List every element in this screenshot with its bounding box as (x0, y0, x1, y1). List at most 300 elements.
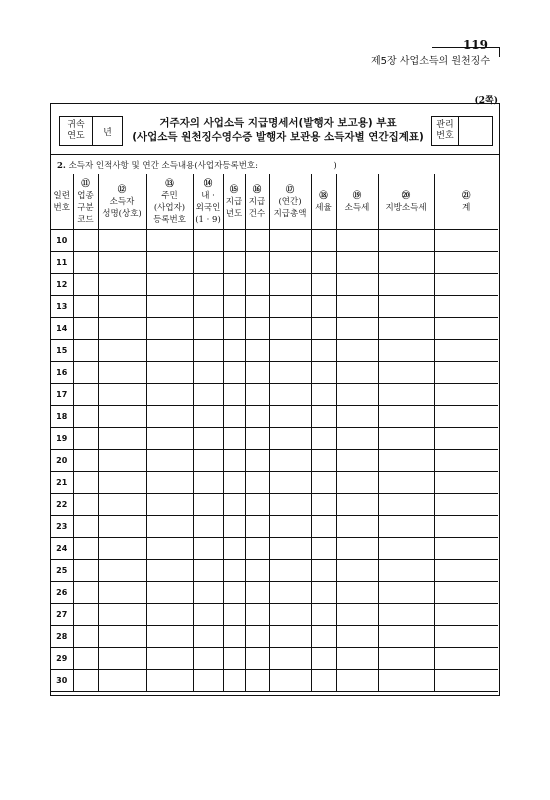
table-cell[interactable] (269, 582, 311, 604)
table-cell[interactable] (73, 296, 98, 318)
table-cell[interactable] (73, 582, 98, 604)
table-cell[interactable] (378, 494, 434, 516)
table-cell[interactable] (434, 230, 498, 252)
table-cell[interactable] (98, 538, 146, 560)
table-cell[interactable] (434, 406, 498, 428)
table-cell[interactable] (336, 296, 378, 318)
column-label: (사업자) (153, 202, 186, 213)
form-frame (50, 103, 500, 696)
year-label-line2: 연도 (67, 131, 85, 141)
table-cell[interactable] (378, 516, 434, 538)
table-cell[interactable] (73, 362, 98, 384)
table-cell[interactable] (269, 362, 311, 384)
table-cell[interactable] (245, 560, 269, 582)
table-cell[interactable] (223, 604, 245, 626)
table-cell[interactable] (193, 516, 223, 538)
table-cell[interactable] (245, 406, 269, 428)
row-number: 15 (51, 340, 73, 362)
table-cell[interactable] (269, 230, 311, 252)
table-cell[interactable] (336, 406, 378, 428)
table-cell[interactable] (311, 230, 336, 252)
table-cell[interactable] (245, 274, 269, 296)
table-cell[interactable] (73, 604, 98, 626)
table-cell[interactable] (269, 494, 311, 516)
table-cell[interactable] (311, 252, 336, 274)
table-cell[interactable] (378, 670, 434, 692)
table-row (51, 604, 498, 626)
title-box (59, 116, 493, 146)
column-label: 등록번호 (153, 214, 186, 225)
table-row (51, 516, 498, 538)
table-cell[interactable] (245, 472, 269, 494)
table-cell[interactable] (378, 362, 434, 384)
table-cell[interactable] (98, 494, 146, 516)
table-cell[interactable] (434, 582, 498, 604)
table-cell[interactable] (98, 626, 146, 648)
table-cell[interactable] (336, 626, 378, 648)
table-cell[interactable] (311, 384, 336, 406)
table-cell[interactable] (434, 296, 498, 318)
table-cell[interactable] (336, 516, 378, 538)
table-cell[interactable] (311, 274, 336, 296)
table-cell[interactable] (269, 648, 311, 670)
table-cell[interactable] (336, 604, 378, 626)
table-cell[interactable] (336, 472, 378, 494)
table-cell[interactable] (269, 296, 311, 318)
table-cell[interactable] (73, 538, 98, 560)
table-cell[interactable] (98, 340, 146, 362)
column-label: 일련 (53, 190, 70, 201)
table-cell[interactable] (193, 538, 223, 560)
table-cell[interactable] (378, 252, 434, 274)
column-number: ⑬ (165, 178, 174, 189)
table-cell[interactable] (193, 604, 223, 626)
table-cell[interactable] (311, 538, 336, 560)
table-cell[interactable] (193, 428, 223, 450)
section-number: 2. (57, 161, 66, 171)
table-cell[interactable] (98, 450, 146, 472)
table-cell[interactable] (223, 318, 245, 340)
table-cell[interactable] (73, 560, 98, 582)
row-number: 17 (51, 384, 73, 406)
table-cell[interactable] (311, 582, 336, 604)
table-cell[interactable] (378, 582, 434, 604)
column-header (73, 174, 98, 230)
table-cell[interactable] (223, 494, 245, 516)
table-cell[interactable] (434, 494, 498, 516)
table-cell[interactable] (98, 406, 146, 428)
table-cell[interactable] (245, 428, 269, 450)
table-cell[interactable] (378, 384, 434, 406)
table-cell[interactable] (245, 384, 269, 406)
table-cell[interactable] (378, 406, 434, 428)
sheet-label: (2쪽) (474, 96, 498, 106)
table-cell[interactable] (223, 472, 245, 494)
row-number: 24 (51, 538, 73, 560)
table-cell[interactable] (434, 648, 498, 670)
table-cell[interactable] (378, 648, 434, 670)
table-cell[interactable] (269, 626, 311, 648)
table-cell[interactable] (434, 560, 498, 582)
table-cell[interactable] (434, 340, 498, 362)
table-cell[interactable] (223, 274, 245, 296)
table-cell[interactable] (269, 516, 311, 538)
table-cell[interactable] (223, 230, 245, 252)
table-cell[interactable] (311, 318, 336, 340)
table-cell[interactable] (193, 670, 223, 692)
table-cell[interactable] (146, 538, 193, 560)
table-cell[interactable] (146, 274, 193, 296)
table-cell[interactable] (223, 406, 245, 428)
column-label: 구분 (77, 202, 94, 213)
table-cell[interactable] (269, 670, 311, 692)
table-cell[interactable] (98, 296, 146, 318)
table-cell[interactable] (378, 538, 434, 560)
table-cell[interactable] (269, 340, 311, 362)
table-row (51, 384, 498, 406)
management-number-field[interactable] (459, 117, 492, 145)
table-cell[interactable] (146, 472, 193, 494)
table-cell[interactable] (245, 318, 269, 340)
table-cell[interactable] (98, 648, 146, 670)
table-cell[interactable] (336, 274, 378, 296)
table-cell[interactable] (434, 670, 498, 692)
table-row (51, 560, 498, 582)
table-cell[interactable] (98, 274, 146, 296)
table-row (51, 472, 498, 494)
table-cell[interactable] (269, 428, 311, 450)
table-cell[interactable] (245, 538, 269, 560)
table-cell[interactable] (223, 296, 245, 318)
table-cell[interactable] (378, 450, 434, 472)
column-number: ⑯ (252, 184, 262, 195)
table-row (51, 274, 498, 296)
table-cell[interactable] (336, 428, 378, 450)
row-number: 27 (51, 604, 73, 626)
table-cell[interactable] (146, 296, 193, 318)
table-cell[interactable] (73, 428, 98, 450)
table-cell[interactable] (98, 318, 146, 340)
table-row (51, 648, 498, 670)
table-cell[interactable] (73, 648, 98, 670)
table-header-row (51, 174, 498, 230)
table-cell[interactable] (311, 626, 336, 648)
table-cell[interactable] (146, 252, 193, 274)
row-number: 19 (51, 428, 73, 450)
table-cell[interactable] (269, 252, 311, 274)
table-cell[interactable] (336, 494, 378, 516)
table-cell[interactable] (193, 494, 223, 516)
header-rule (432, 47, 500, 48)
table-row (51, 318, 498, 340)
table-cell[interactable] (193, 340, 223, 362)
table-cell[interactable] (193, 648, 223, 670)
table-cell[interactable] (336, 230, 378, 252)
table-cell[interactable] (311, 516, 336, 538)
table-cell[interactable] (311, 648, 336, 670)
table-cell[interactable] (378, 230, 434, 252)
table-cell[interactable] (193, 384, 223, 406)
table-cell[interactable] (146, 428, 193, 450)
table-cell[interactable] (378, 296, 434, 318)
table-cell[interactable] (269, 406, 311, 428)
table-cell[interactable] (223, 516, 245, 538)
table-cell[interactable] (434, 626, 498, 648)
table-cell[interactable] (434, 538, 498, 560)
table-cell[interactable] (223, 428, 245, 450)
table-cell[interactable] (311, 340, 336, 362)
table-cell[interactable] (193, 362, 223, 384)
table-cell[interactable] (146, 626, 193, 648)
chapter-title: 제5장 사업소득의 원천징수 (371, 56, 490, 67)
table-cell[interactable] (73, 450, 98, 472)
table-cell[interactable] (73, 494, 98, 516)
table-cell[interactable] (223, 384, 245, 406)
table-cell[interactable] (193, 230, 223, 252)
table-cell[interactable] (223, 252, 245, 274)
table-cell[interactable] (378, 560, 434, 582)
table-cell[interactable] (245, 340, 269, 362)
table-cell[interactable] (311, 560, 336, 582)
column-number: ⑰ (285, 184, 295, 195)
table-cell[interactable] (336, 450, 378, 472)
table-cell[interactable] (336, 340, 378, 362)
form-title-line2: (사업소득 원천징수영수증 발행자 보관용 소득자별 연간집계표) (132, 131, 424, 143)
table-cell[interactable] (245, 670, 269, 692)
table-cell[interactable] (223, 340, 245, 362)
row-number: 28 (51, 626, 73, 648)
table-cell[interactable] (193, 450, 223, 472)
table-cell[interactable] (146, 340, 193, 362)
column-header (269, 174, 311, 230)
year-label (60, 117, 93, 145)
table-cell[interactable] (378, 274, 434, 296)
table-cell[interactable] (73, 318, 98, 340)
table-cell[interactable] (245, 494, 269, 516)
table-cell[interactable] (73, 274, 98, 296)
table-cell[interactable] (269, 274, 311, 296)
table-cell[interactable] (245, 450, 269, 472)
table-cell[interactable] (193, 318, 223, 340)
table-cell[interactable] (434, 604, 498, 626)
form-title (125, 116, 431, 144)
table-cell[interactable] (146, 582, 193, 604)
table-cell[interactable] (311, 450, 336, 472)
column-label: 세율 (315, 202, 332, 213)
table-cell[interactable] (311, 604, 336, 626)
row-number: 22 (51, 494, 73, 516)
table-cell[interactable] (98, 560, 146, 582)
table-cell[interactable] (378, 604, 434, 626)
table-row (51, 450, 498, 472)
table-cell[interactable] (269, 604, 311, 626)
table-cell[interactable] (336, 670, 378, 692)
table-cell[interactable] (269, 318, 311, 340)
table-cell[interactable] (193, 626, 223, 648)
table-cell[interactable] (146, 384, 193, 406)
table-cell[interactable] (73, 252, 98, 274)
table-cell[interactable] (146, 604, 193, 626)
table-cell[interactable] (98, 582, 146, 604)
table-cell[interactable] (98, 362, 146, 384)
table-row (51, 252, 498, 274)
table-cell[interactable] (146, 450, 193, 472)
column-number: ㉑ (461, 190, 471, 201)
table-cell[interactable] (269, 384, 311, 406)
row-number: 21 (51, 472, 73, 494)
table-cell[interactable] (245, 582, 269, 604)
table-cell[interactable] (193, 252, 223, 274)
table-cell[interactable] (73, 384, 98, 406)
column-header (378, 174, 434, 230)
table-cell[interactable] (245, 296, 269, 318)
table-cell[interactable] (434, 428, 498, 450)
table-cell[interactable] (223, 538, 245, 560)
table-cell[interactable] (378, 428, 434, 450)
table-cell[interactable] (311, 472, 336, 494)
table-cell[interactable] (98, 472, 146, 494)
table-cell[interactable] (336, 538, 378, 560)
column-label: 지급 (248, 196, 266, 207)
row-number: 30 (51, 670, 73, 692)
year-label-line1: 귀속 (67, 120, 85, 130)
table-cell[interactable] (378, 318, 434, 340)
table-cell[interactable] (434, 516, 498, 538)
column-number: ⑳ (401, 190, 411, 201)
table-cell[interactable] (336, 362, 378, 384)
table-cell[interactable] (245, 362, 269, 384)
column-label: (1 · 9) (195, 214, 221, 225)
table-cell[interactable] (245, 604, 269, 626)
table-cell[interactable] (98, 230, 146, 252)
table-cell[interactable] (378, 626, 434, 648)
table-row (51, 670, 498, 692)
table-cell[interactable] (146, 494, 193, 516)
table-cell[interactable] (311, 406, 336, 428)
table-cell[interactable] (73, 626, 98, 648)
table-cell[interactable] (98, 516, 146, 538)
table-cell[interactable] (223, 582, 245, 604)
column-header (193, 174, 223, 230)
table-cell[interactable] (73, 516, 98, 538)
mgmt-label-line2: 번호 (436, 131, 454, 141)
column-header (245, 174, 269, 230)
table-cell[interactable] (434, 274, 498, 296)
table-cell[interactable] (434, 318, 498, 340)
row-number: 16 (51, 362, 73, 384)
table-cell[interactable] (146, 362, 193, 384)
column-header (434, 174, 498, 230)
row-number: 14 (51, 318, 73, 340)
table-cell[interactable] (223, 648, 245, 670)
table-cell[interactable] (311, 670, 336, 692)
table-cell[interactable] (434, 252, 498, 274)
table-cell[interactable] (193, 560, 223, 582)
column-label: 주민 (161, 190, 178, 201)
table-cell[interactable] (98, 670, 146, 692)
table-cell[interactable] (193, 296, 223, 318)
table-cell[interactable] (98, 252, 146, 274)
column-label: 지급총액 (273, 208, 307, 219)
table-cell[interactable] (73, 406, 98, 428)
table-cell[interactable] (311, 428, 336, 450)
table-cell[interactable] (336, 582, 378, 604)
table-cell[interactable] (434, 450, 498, 472)
table-cell[interactable] (193, 582, 223, 604)
table-cell[interactable] (223, 670, 245, 692)
column-number: ⑪ (81, 178, 90, 189)
table-cell[interactable] (223, 626, 245, 648)
row-number: 23 (51, 516, 73, 538)
year-box (59, 116, 123, 146)
table-cell[interactable] (245, 626, 269, 648)
table-cell[interactable] (223, 450, 245, 472)
table-cell[interactable] (193, 472, 223, 494)
table-cell[interactable] (336, 318, 378, 340)
table-cell[interactable] (223, 362, 245, 384)
table-cell[interactable] (146, 560, 193, 582)
table-cell[interactable] (73, 340, 98, 362)
table-cell[interactable] (336, 384, 378, 406)
table-cell[interactable] (336, 252, 378, 274)
table-cell[interactable] (311, 362, 336, 384)
column-label: 지급 (225, 196, 243, 207)
table-cell[interactable] (98, 604, 146, 626)
table-cell[interactable] (193, 406, 223, 428)
table-cell[interactable] (193, 274, 223, 296)
table-cell[interactable] (146, 406, 193, 428)
management-number-box (431, 116, 493, 146)
table-cell[interactable] (269, 560, 311, 582)
table-cell[interactable] (269, 450, 311, 472)
table-cell[interactable] (245, 516, 269, 538)
table-cell[interactable] (146, 230, 193, 252)
table-cell[interactable] (311, 494, 336, 516)
table-cell[interactable] (73, 230, 98, 252)
column-label: 코드 (77, 214, 94, 225)
table-cell[interactable] (245, 252, 269, 274)
column-label: 업종 (77, 190, 94, 201)
table-cell[interactable] (223, 560, 245, 582)
table-cell[interactable] (245, 648, 269, 670)
table-cell[interactable] (73, 670, 98, 692)
table-cell[interactable] (146, 670, 193, 692)
table-row (51, 406, 498, 428)
table-row (51, 538, 498, 560)
table-cell[interactable] (336, 560, 378, 582)
table-cell[interactable] (146, 318, 193, 340)
income-table (51, 174, 498, 692)
table-cell[interactable] (269, 472, 311, 494)
table-cell[interactable] (73, 472, 98, 494)
table-cell[interactable] (378, 472, 434, 494)
table-cell[interactable] (336, 648, 378, 670)
table-cell[interactable] (245, 230, 269, 252)
column-number: ⑱ (319, 190, 328, 201)
table-cell[interactable] (434, 384, 498, 406)
table-cell[interactable] (378, 340, 434, 362)
column-label: (연간) (278, 196, 302, 207)
table-cell[interactable] (269, 538, 311, 560)
table-cell[interactable] (98, 384, 146, 406)
table-row (51, 230, 498, 252)
table-cell[interactable] (146, 648, 193, 670)
table-cell[interactable] (311, 296, 336, 318)
table-cell[interactable] (434, 472, 498, 494)
table-cell[interactable] (434, 362, 498, 384)
table-cell[interactable] (146, 516, 193, 538)
table-cell[interactable] (98, 428, 146, 450)
